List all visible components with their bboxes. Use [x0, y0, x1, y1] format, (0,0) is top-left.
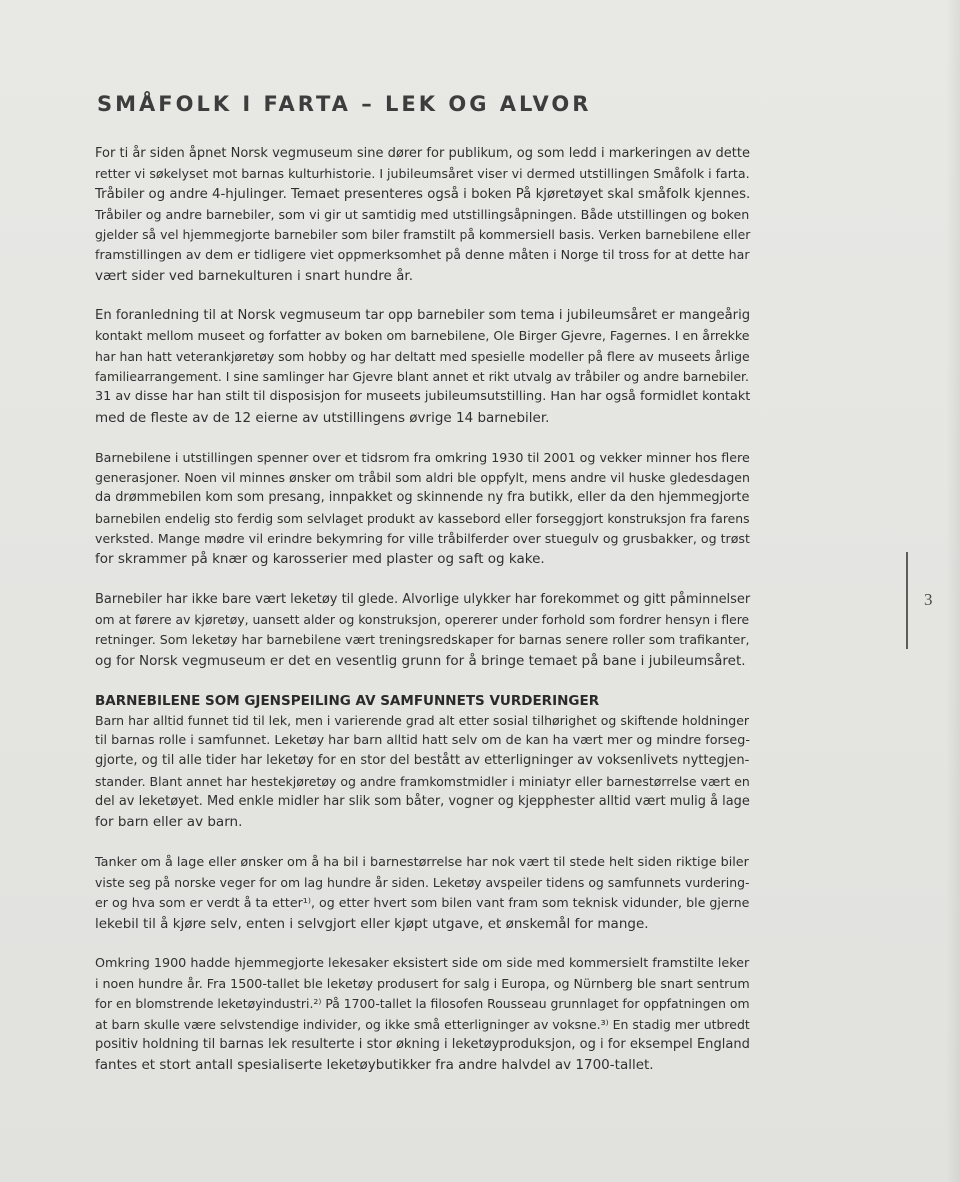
text-line: Tråbiler og andre 4-hjulinger. Temaet presenteres også i boken På kjøretøyet skal småfolk kjennes. [95, 186, 751, 202]
text-line: En foranledning til at Norsk vegmuseum tar opp barnebiler som tema i jubileumsåret er mangeårig [95, 308, 751, 324]
text-line: da drømmebilen kom som presang, innpakket og skinnende ny fra butikk, eller da den hjemmegjorte [95, 490, 750, 506]
text-line: med de fleste av de 12 eierne av utstillingens øvrige 14 barnebiler. [95, 409, 550, 426]
text-line: del av leketøyet. Med enkle midler har slik som båter, vogner og kjepphester alltid vært mulig å lage [95, 794, 750, 810]
text-line: retninger. Som leketøy har barnebilene vært treningsredskaper for barnas senere roller som trafikanter, [95, 632, 750, 648]
text-line: familiearrangement. I sine samlinger har Gjevre blant annet et rikt utvalg av tråbiler og andre barnebiler. [95, 368, 749, 384]
paragraph [95, 144, 751, 286]
text-line: vært sider ved barnekulturen i snart hundre år. [95, 267, 414, 284]
text-line: positiv holdning til barnas lek resulterte i stor økning i leketøyproduksjon, og i for eksempel England [95, 1036, 750, 1052]
text-line: i noen hundre år. Fra 1500-tallet ble leketøy produsert for salg i Europa, og Nürnberg ble snart sentrum [95, 976, 750, 992]
section-heading: BARNEBILENE SOM GJENSPEILING AV SAMFUNNETS VURDERINGER [95, 692, 600, 709]
paragraph [95, 711, 750, 833]
text-line: gjelder så vel hjemmegjorte barnebiler som biler framstilt på kommersiell basis. Verken barnebilene eller [95, 227, 751, 243]
text-line: fantes et stort antall spesialiserte leketøybutikker fra andre halvdel av 1700-tallet. [95, 1057, 654, 1074]
text-line: stander. Blant annet har hestekjøretøy og andre framkomstmidler i miniatyr eller barnestørrelse vært en [95, 773, 750, 789]
text-line: verksted. Mange mødre vil erindre bekymring for ville tråbilferder over stuegulv og grusbakker, og trøst [95, 531, 750, 547]
paragraph [95, 853, 750, 934]
paragraph [95, 590, 751, 671]
text-line: Omkring 1900 hadde hjemmegjorte lekesaker eksistert side om side med kommersielt framstilte leker [95, 955, 750, 971]
paragraph [95, 306, 751, 428]
text-line: Barn har alltid funnet tid til lek, men i varierende grad alt etter sosial tilhørighet og skiftende holdninger [95, 712, 750, 728]
paragraph [95, 448, 750, 570]
text-line: 31 av disse har han stilt til disposisjon for museets jubileumsutstilling. Han har også formidlet kontakt [95, 389, 751, 405]
text-line: generasjoner. Noen vil minnes ønsker om tråbil som aldri ble oppfylt, mens andre vil huske gledesdagen [95, 470, 750, 486]
page-number: 3 [924, 590, 933, 609]
text-line: og for Norsk vegmuseum er det en vesentlig grunn for å bringe temaet på bane i jubileumsåret. [95, 652, 746, 669]
text-line: For ti år siden åpnet Norsk vegmuseum sine dører for publikum, og som ledd i markeringen av dette [95, 146, 751, 161]
text-line: at barn skulle være selvstendige individer, og ikke små etterligninger av voksne.³⁾ En stadig mer utbredt [95, 1016, 750, 1032]
paragraph [95, 954, 750, 1076]
text-line: gjorte, og til alle tider har leketøy for en stor del bestått av etterligninger av voksenlivets nyttegjen- [95, 753, 750, 769]
text-line: for barn eller av barn. [95, 814, 243, 831]
text-line: Barnebilene i utstillingen spenner over et tidsrom fra omkring 1930 til 2001 og vekker minner hos flere [95, 449, 750, 465]
page-number-rule [906, 552, 908, 649]
text-line: barnebilen endelig sto ferdig som selvlaget produkt av kassebord eller forseggjort konstruksjon fra farens [95, 511, 750, 526]
text-line: for skrammer på knær og karosserier med plaster og saft og kake. [95, 551, 545, 568]
text-line: retter vi søkelyset mot barnas kulturhistorie. I jubileumsåret viser vi dermed utstillingen Småfolk i farta. [95, 166, 750, 182]
text-line: Tråbiler og andre barnebiler, som vi gir ut samtidig med utstillingsåpningen. Både utstillingen og boken [95, 206, 750, 222]
text-line: om at førere av kjøretøy, uansett alder og konstruksjon, opererer under forhold som fordrer hensyn i flere [95, 612, 750, 627]
text-line: lekebil til å kjøre selv, enten i selvgjort eller kjøpt utgave, et ønskemål for mange. [95, 915, 649, 932]
text-line: for en blomstrende leketøyindustri.²⁾ På 1700-tallet la filosofen Rousseau grunnlaget for oppfatningen om [95, 996, 750, 1012]
text-line: Tanker om å lage eller ønsker om å ha bil i barnestørrelse har nok vært til stede helt siden riktige biler [95, 854, 749, 870]
text-line: til barnas rolle i samfunnet. Leketøy har barn alltid hatt selv om de kan ha vært mer og mindre forseg- [95, 733, 750, 749]
text-line: viste seg på norske veger for om lag hundre år siden. Leketøy avspeiler tidens og samfunnets vurdering- [95, 874, 750, 890]
page-edge-shadow [946, 0, 960, 1182]
page-title: SMÅFOLK I FARTA – LEK OG ALVOR [97, 92, 592, 116]
body-text [95, 144, 751, 1096]
text-line: framstillingen av dem er tidligere viet oppmerksomhet på denne måten i Norge til tross for at dette har [95, 247, 750, 263]
text-line: Barnebiler har ikke bare vært leketøy til glede. Alvorlige ulykker har forekommet og gitt påminnelser [95, 591, 751, 607]
text-line: er og hva som er verdt å ta etter¹⁾, og etter hvert som bilen vant fram som teknisk vidunder, ble gjerne [95, 895, 750, 911]
text-line: har han hatt veterankjøretøy som hobby og har deltatt med spesielle modeller på flere av museets årlige [95, 348, 750, 364]
text-line: kontakt mellom museet og forfatter av boken om barnebilene, Ole Birger Gjevre, Fagernes. I en årrekke [95, 328, 750, 344]
